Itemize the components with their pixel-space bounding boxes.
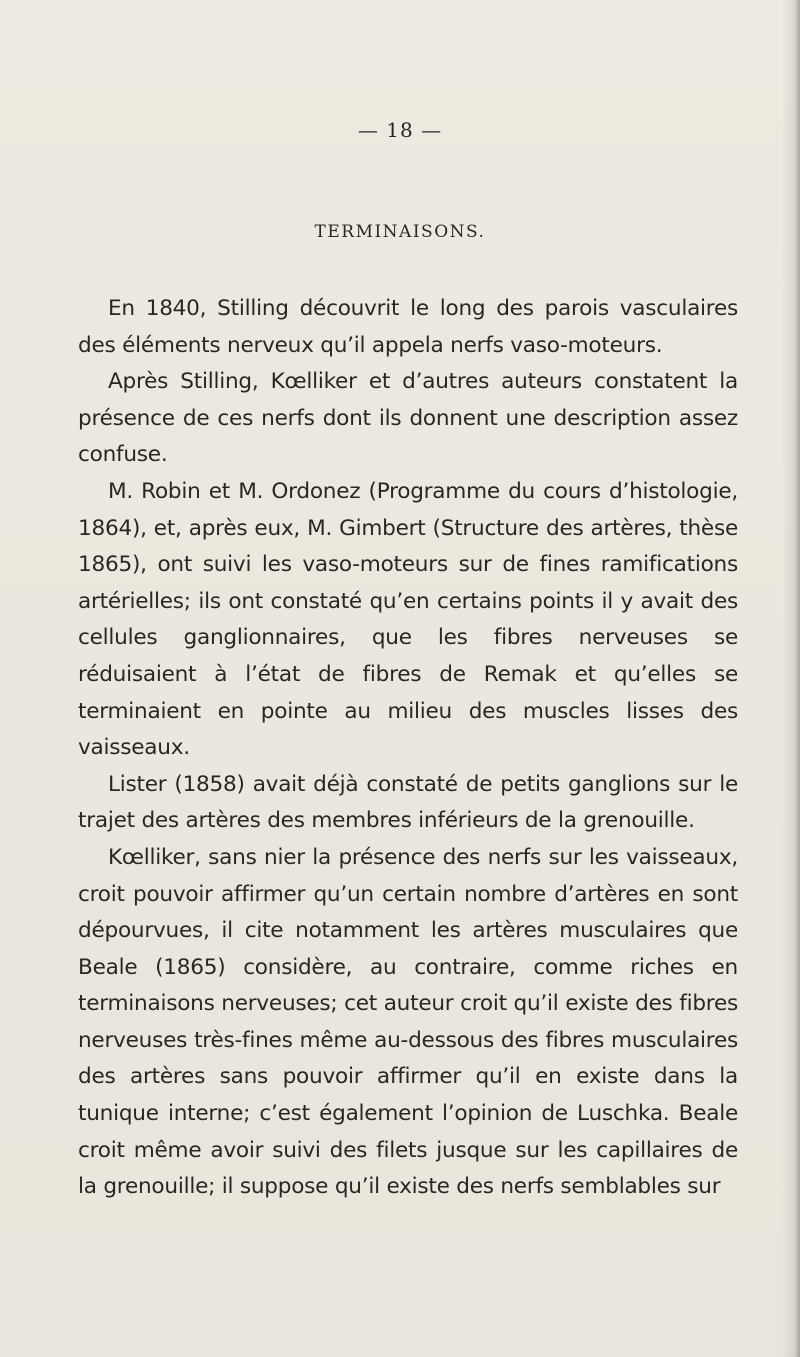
paragraph-4: Lister (1858) avait déjà constaté de petits ganglions sur le trajet des artères des membres inférieurs de la grenouille. bbox=[78, 771, 738, 834]
paragraph-5: Kœlliker, sans nier la présence des nerfs sur les vaisseaux, croit pouvoir affirmer qu’un certain nombre d’artères en sont dépourvues, il cite notamment les artères musculaires que Beale (1865) considère, au contraire, comme riches en terminaisons nerveuses; cet auteur croit qu’il existe des fibres nerveuses très-fines même au-dessous des fibres musculaires des artères sans pouvoir affirmer qu’il en existe dans la tunique interne; c’est également l’opinion de Luschka. Beale croit même avoir suivi des filets jusque sur les capillaires de la grenouille; il suppose qu’il existe des nerfs semblables sur bbox=[78, 844, 738, 1200]
paragraph-2: Après Stilling, Kœlliker et d’autres auteurs constatent la présence de ces nerfs dont ils donnent une description assez confuse. bbox=[78, 369, 738, 468]
paragraph-3: M. Robin et M. Ordonez (Programme du cours d’histologie, 1864), et, après eux, M. Gimbert (Structure des artères, thèse 1865), ont suivi les vaso-moteurs sur de fines ramifications artérielles; ils ont constaté qu’en certains points il y avait des cellules ganglionnaires, que les fibres nerveuses se réduisaient à l’état de fibres de Remak et qu’elles se terminaient en pointe au milieu des muscles lisses des vaisseaux. bbox=[78, 478, 738, 761]
page-edge-shadow bbox=[782, 0, 800, 1357]
section-heading: TERMINAISONS. bbox=[314, 222, 486, 242]
body-text bbox=[78, 291, 738, 1206]
paragraph-1: En 1840, Stilling découvrit le long des parois vasculaires des éléments nerveux qu’il appela nerfs vaso-moteurs. bbox=[78, 296, 738, 358]
page-number: — 18 — bbox=[357, 118, 443, 142]
